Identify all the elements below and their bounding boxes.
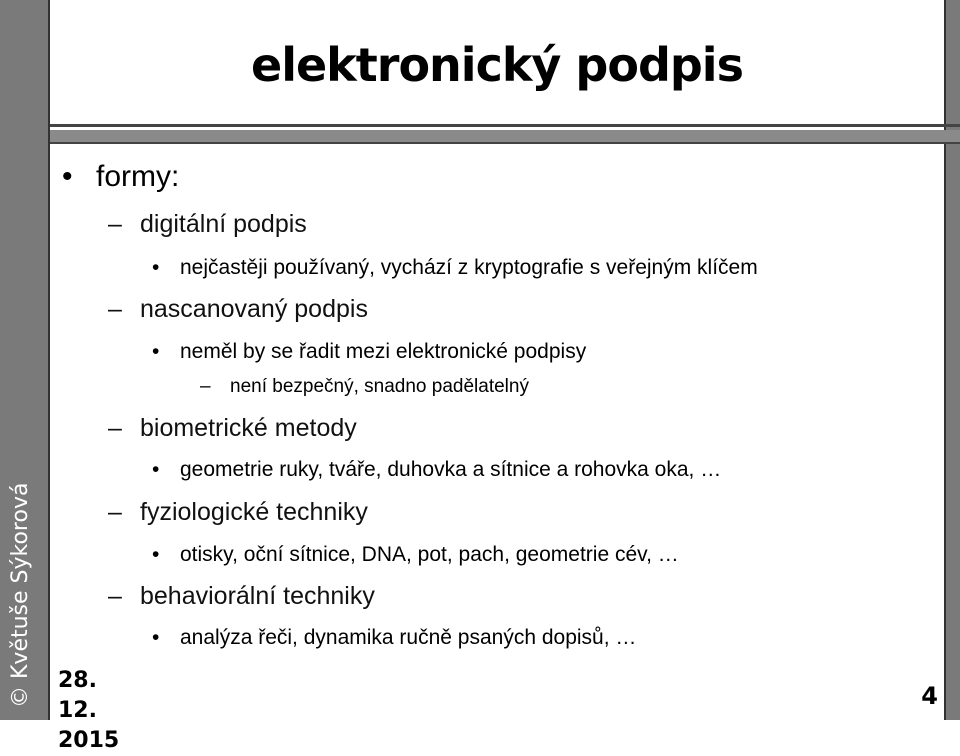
item-biometric bbox=[108, 414, 357, 443]
dash-icon: – bbox=[108, 498, 122, 526]
bullet-formy bbox=[62, 160, 179, 194]
bullet-dot-icon: • bbox=[62, 160, 73, 193]
item-digital bbox=[108, 210, 307, 239]
detail-digital bbox=[152, 256, 758, 280]
dash-icon: – bbox=[108, 582, 122, 610]
item-scanned bbox=[108, 295, 368, 324]
left-side-bar bbox=[0, 0, 50, 720]
detail-scanned bbox=[152, 340, 586, 364]
item-label: fyziologické techniky bbox=[140, 498, 368, 526]
slide-date bbox=[58, 666, 138, 756]
item-label: biometrické metody bbox=[140, 414, 357, 442]
dash-icon: – bbox=[108, 210, 122, 238]
detail-physiological bbox=[152, 543, 679, 567]
bullet-dot-icon: • bbox=[152, 543, 160, 566]
detail-behavioral bbox=[152, 626, 636, 650]
bullet-dot-icon: • bbox=[152, 458, 160, 481]
detail-text: nejčastěji používaný, vychází z kryptografie s veřejným klíčem bbox=[180, 256, 758, 279]
item-label: behaviorální techniky bbox=[140, 582, 375, 610]
bullet-dot-icon: • bbox=[152, 256, 160, 279]
subdetail-scanned bbox=[200, 376, 529, 398]
detail-text: analýza řeči, dynamika ručně psaných dopisů, … bbox=[180, 626, 637, 649]
dash-icon: – bbox=[108, 295, 122, 323]
detail-biometric bbox=[152, 458, 721, 482]
title-divider-band bbox=[50, 130, 960, 144]
slide-title: elektronický podpis bbox=[251, 38, 743, 92]
author-credit: © Květuše Sýkorová bbox=[8, 482, 33, 708]
item-label: digitální podpis bbox=[140, 210, 307, 238]
right-side-bar bbox=[944, 0, 960, 720]
dash-icon: – bbox=[108, 414, 122, 442]
detail-text: otisky, oční sítnice, DNA, pot, pach, geometrie cév, … bbox=[180, 543, 679, 566]
page-number: 4 bbox=[921, 682, 938, 710]
bullet-dot-icon: • bbox=[152, 626, 160, 649]
item-physiological bbox=[108, 498, 368, 527]
heading-text: formy: bbox=[96, 160, 180, 193]
item-behavioral bbox=[108, 582, 375, 611]
title-divider bbox=[50, 124, 960, 127]
detail-text: neměl by se řadit mezi elektronické podpisy bbox=[180, 340, 587, 363]
date-text: 28. 12. 2015 bbox=[58, 668, 120, 753]
dash-icon: – bbox=[200, 376, 211, 397]
subdetail-text: není bezpečný, snadno padělatelný bbox=[230, 376, 529, 397]
detail-text: geometrie ruky, tváře, duhovka a sítnice a rohovka oka, … bbox=[180, 458, 722, 481]
bullet-dot-icon: • bbox=[152, 340, 160, 363]
item-label: nascanovaný podpis bbox=[140, 295, 368, 323]
